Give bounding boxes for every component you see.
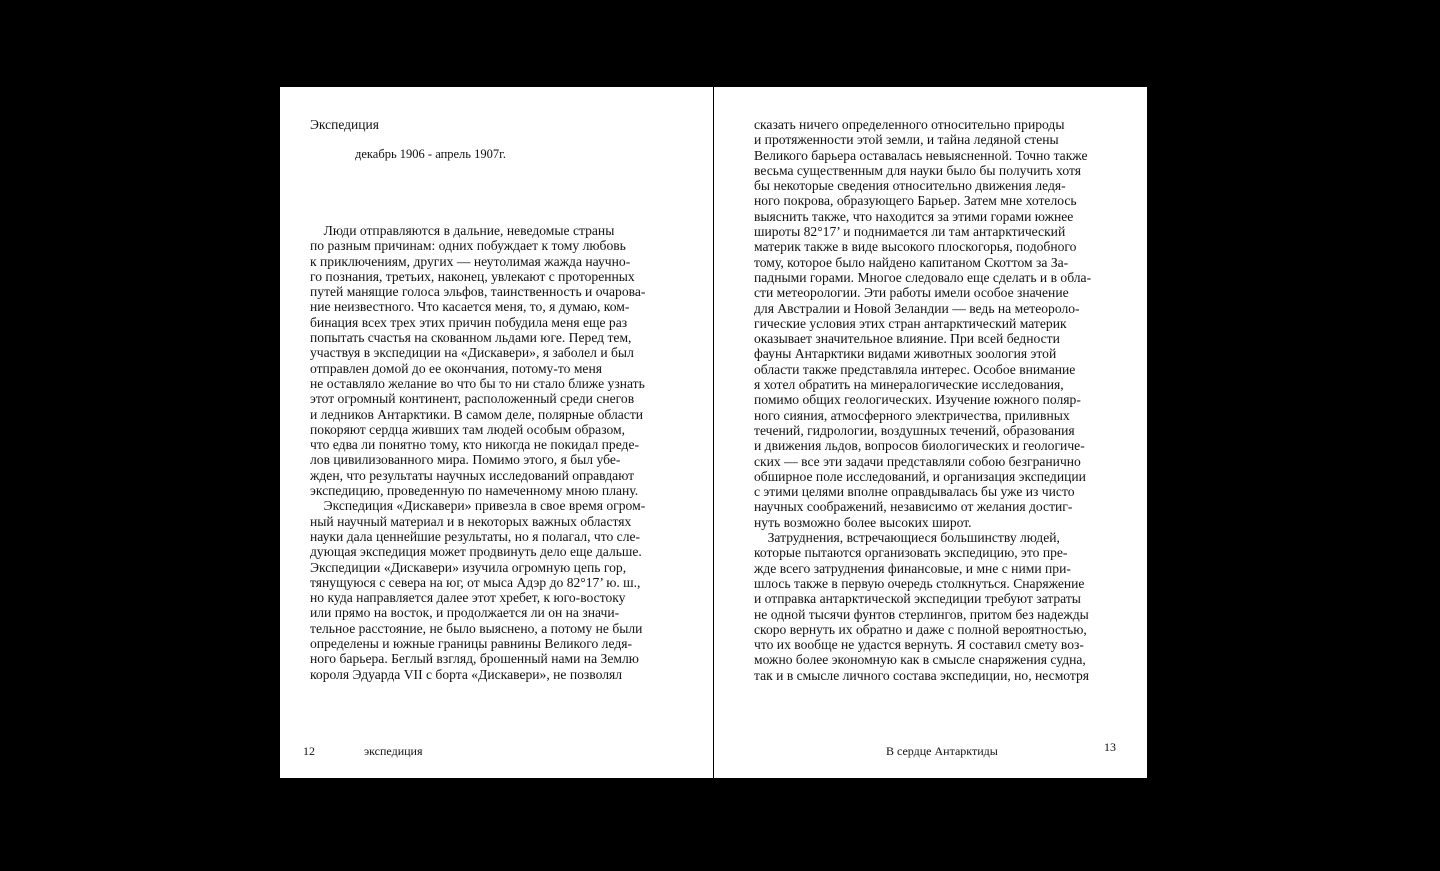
text-line: не одной тысячи фунтов стерлингов, притом без надежды: [754, 606, 1089, 622]
text-line: попытать счастья на скованном льдами юге. Перед тем,: [310, 330, 632, 346]
text-line: Великого барьера оставалась невыясненной. Точно также: [754, 147, 1088, 163]
text-line: гические условия этих стран антарктический материк: [754, 315, 1067, 331]
text-line: с этими целями вполне оправдывалась бы уже из чисто: [754, 484, 1075, 500]
text-line: так и в смысле личного состава экспедиции, но, несмотря: [754, 667, 1090, 683]
text-line: скоро вернуть их обратно и даже с полной вероятностью,: [754, 621, 1087, 637]
text-line: ного покрова, образующего Барьер. Затем мне хотелось: [754, 193, 1077, 209]
left-running-title: экспедиция: [364, 744, 423, 758]
text-line: Экспедиции «Дискавери» изучила огромную цепь гор,: [310, 559, 627, 575]
text-line: дующая экспедиция может продвинуть дело еще дальше.: [310, 544, 642, 560]
date-range: декабрь 1906 - апрель 1907г.: [355, 147, 506, 161]
left-page-number: 12: [303, 744, 315, 758]
text-line: отправлен домой до ее окончания, потому-то меня: [310, 360, 602, 376]
text-line: шлось также в первую очередь столкнуться. Снаряжение: [754, 575, 1085, 591]
text-line: не оставляло желание во что бы то ни стало ближе узнать: [310, 375, 645, 391]
text-line: обширное поле исследований, и организация экспедиции: [754, 468, 1086, 484]
text-line: и движения льдов, вопросов биологических и геологиче-: [754, 438, 1085, 454]
text-line: материк также в виде высокого плоскогорья, подобного: [754, 239, 1077, 255]
text-line: тому, которое было найдено капитаном Скоттом за За-: [754, 254, 1069, 270]
text-line: Экспедиция «Дискавери» привезла в свое время огром-: [310, 498, 646, 514]
text-line: по разным причинам: одних побуждает к тому любовь: [310, 238, 626, 254]
text-line: жден, что результаты научных исследований оправдают: [310, 467, 635, 483]
text-line: что едва ли понятно тому, кто никогда не покидал преде-: [310, 437, 640, 453]
text-line: я хотел обратить на минералогические исследования,: [754, 377, 1064, 393]
text-line: или прямо на восток, и продолжается ли он на значи-: [310, 605, 620, 621]
text-line: участвуя в экспедиции на «Дискавери», я заболел и был: [310, 345, 634, 361]
left-body-text: [310, 223, 645, 682]
text-line: жде всего затруднения финансовые, и мне с ними при-: [754, 560, 1071, 576]
left-page: [280, 87, 713, 778]
text-line: покоряют сердца живших там людей особым образом,: [310, 421, 626, 437]
text-line: путей манящие голоса эльфов, таинственность и очарова-: [310, 284, 646, 300]
text-line: весьма существенным для науки было бы получить хотя: [754, 162, 1081, 178]
text-line: выяснить также, что находится за этими горами южнее: [754, 208, 1074, 224]
section-heading: Экспедиция: [310, 117, 379, 132]
text-line: лов цивилизованного мира. Помимо этого, я был убе-: [310, 452, 621, 468]
text-line: которые пытаются организовать экспедицию, это пре-: [754, 545, 1068, 561]
text-line: тельное расстояние, не было выяснено, а потому не были: [310, 620, 643, 636]
right-page-number: 13: [1104, 740, 1116, 754]
text-line: можно более экономную как в смысле снаряжения судна,: [754, 652, 1086, 668]
text-line: го познания, третьих, наконец, увлекают с проторенных: [310, 268, 635, 284]
text-line: фауны Антарктики видами животных зоология этой: [754, 346, 1057, 362]
text-line: ного барьера. Беглый взгляд, брошенный нами на Землю: [310, 651, 639, 667]
text-line: Люди отправляются в дальние, неведомые страны: [310, 223, 615, 238]
text-line: и протяженности этой земли, и тайна ледяной стены: [754, 132, 1059, 148]
text-line: ние неизвестного. Что касается меня, то, я думаю, ком-: [310, 299, 630, 315]
text-line: помимо общих геологических. Изучение южного поляр-: [754, 392, 1081, 408]
text-line: нуть возможно более высоких широт.: [754, 514, 972, 530]
text-line: научных соображений, независимо от желания достиг-: [754, 499, 1073, 515]
text-line: ских — все эти задачи представляли собою безгранично: [754, 453, 1081, 469]
text-line: широты 82°17’ и поднимается ли там антарктический: [754, 224, 1066, 240]
text-line: науки дала ценнейшие результаты, но я полагал, что сле-: [310, 528, 641, 544]
text-line: сти метеорологии. Эти работы имели особое значение: [754, 285, 1069, 301]
text-line: сказать ничего определенного относительно природы: [754, 117, 1065, 132]
text-line: падными горами. Многое следовало еще сделать и в обла-: [754, 269, 1092, 285]
text-line: тянущуюся с севера на юг, от мыса Адэр до 82°17’ ю. ш.,: [310, 574, 641, 590]
book-spread: [280, 87, 1147, 778]
text-line: что их вообще не удастся вернуть. Я составил смету воз-: [754, 637, 1084, 653]
text-line: течений, гидрологии, воздушных течений, образования: [754, 422, 1075, 438]
text-line: бинация всех трех этих причин побудила меня еще раз: [310, 314, 628, 330]
text-line: этот огромный континент, расположенный среди снегов: [310, 391, 635, 407]
right-page: [714, 87, 1147, 778]
text-line: короля Эдуарда VII с борта «Дискавери», не позволял: [310, 666, 623, 682]
text-line: области также представляла интерес. Особое внимание: [754, 361, 1076, 377]
text-line: и отправка антарктической экспедиции требуют затраты: [754, 591, 1081, 607]
text-line: ный научный материал и в некоторых важных областях: [310, 513, 632, 529]
text-line: но куда направляется далее этот хребет, к юго-востоку: [310, 590, 626, 606]
text-line: экспедицию, проведенную по намеченному мною плану.: [310, 483, 639, 499]
text-line: для Австралии и Новой Зеландии — ведь на метеороло-: [754, 300, 1080, 316]
right-running-title: В сердце Антарктиды: [886, 744, 998, 758]
text-line: и ледников Антарктики. В самом деле, полярные области: [310, 406, 644, 422]
text-line: бы некоторые сведения относительно движения ледя-: [754, 178, 1066, 194]
right-body-text: [754, 117, 1091, 683]
text-line: определены и южные границы равнины Великого ледя-: [310, 636, 633, 652]
text-line: оказывает значительное влияние. При всей бедности: [754, 331, 1060, 347]
text-line: ного сияния, атмосферного электричества, приливных: [754, 407, 1070, 423]
text-line: к приключениям, других — неутолимая жажда научно-: [310, 253, 631, 269]
text-line: Затруднения, встречающиеся большинству людей,: [754, 530, 1060, 546]
